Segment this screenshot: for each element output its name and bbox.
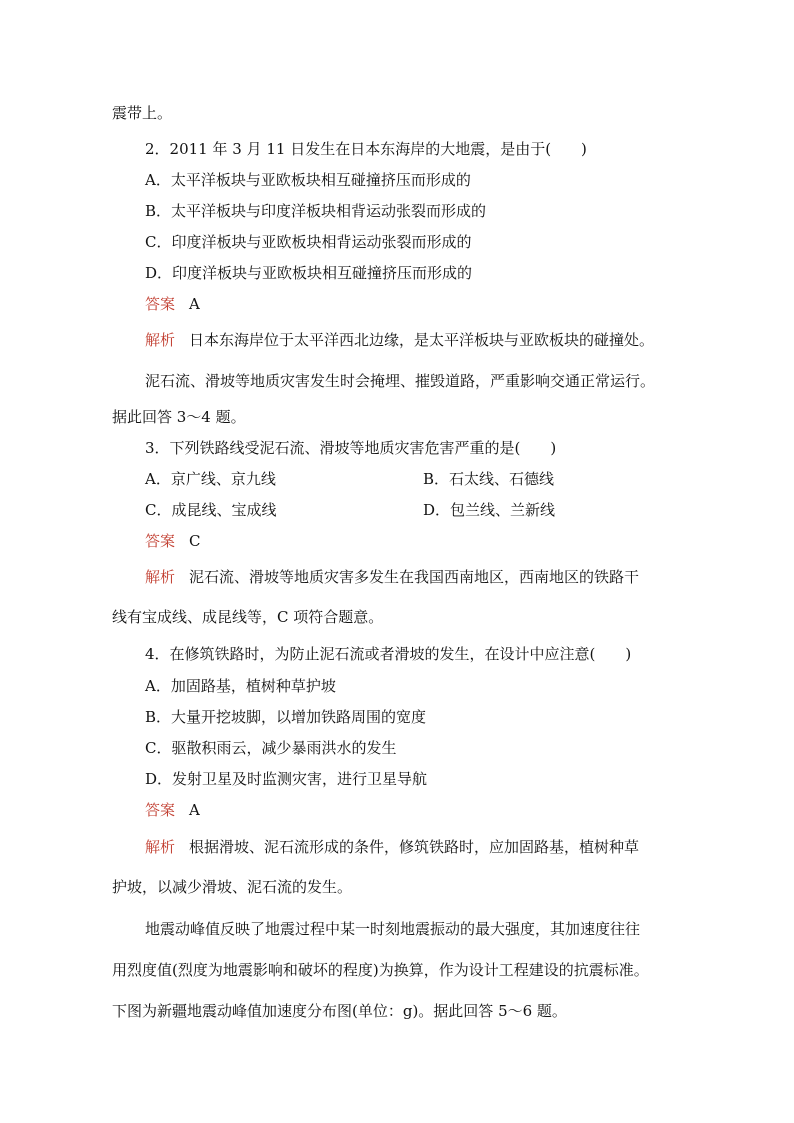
question-3-stem: 3．下列铁路线受泥石流、滑坡等地质灾害危害严重的是( ) — [145, 439, 557, 457]
question-2-option-c: C．印度洋板块与亚欧板块相背运动张裂而形成的 — [145, 233, 472, 251]
analysis-label: 解析 — [145, 838, 176, 856]
analysis-label: 解析 — [145, 568, 176, 586]
question-4-option-d: D．发射卫星及时监测灾害，进行卫星导航 — [145, 770, 428, 788]
question-3-option-d: D．包兰线、兰新线 — [423, 501, 556, 519]
question-4-option-a: A．加固路基，植树种草护坡 — [145, 677, 336, 695]
question-2-stem: 2．2011 年 3 月 11 日发生在日本东海岸的大地震，是由于( ) — [145, 140, 587, 158]
question-3-option-b: B．石太线、石德线 — [423, 470, 555, 488]
intro-5-6-line-1: 地震动峰值反映了地震过程中某一时刻地震振动的最大强度，其加速度往往 — [145, 920, 641, 938]
question-4-answer — [145, 800, 200, 820]
question-3-option-a: A．京广线、京九线 — [145, 470, 276, 488]
answer-value: A — [189, 295, 200, 313]
answer-label: 答案 — [145, 295, 176, 313]
analysis-text: 泥石流、滑坡等地质灾害多发生在我国西南地区，西南地区的铁路干 — [189, 568, 640, 586]
answer-label: 答案 — [145, 801, 176, 819]
intro-3-4-line-2: 据此回答 3～4 题。 — [112, 408, 246, 426]
question-4-option-c: C．驱散积雨云，减少暴雨洪水的发生 — [145, 739, 397, 757]
analysis-text: 日本东海岸位于太平洋西北边缘，是太平洋板块与亚欧板块的碰撞处。 — [189, 331, 655, 349]
question-3-analysis — [145, 567, 639, 587]
question-4-analysis-cont: 护坡，以减少滑坡、泥石流的发生。 — [112, 878, 353, 896]
analysis-text: 根据滑坡、泥石流形成的条件，修筑铁路时，应加固路基，植树种草 — [189, 838, 640, 856]
question-3-answer — [145, 531, 201, 551]
question-3-option-c: C．成昆线、宝成线 — [145, 501, 277, 519]
question-3-analysis-cont: 线有宝成线、成昆线等，C 项符合题意。 — [112, 608, 384, 626]
intro-3-4-line-1: 泥石流、滑坡等地质灾害发生时会掩埋、摧毁道路，严重影响交通正常运行。 — [145, 372, 656, 390]
answer-label: 答案 — [145, 532, 176, 550]
question-2-answer — [145, 294, 200, 314]
intro-5-6-line-3: 下图为新疆地震动峰值加速度分布图(单位：g)。据此回答 5～6 题。 — [112, 1002, 567, 1020]
question-2-option-b: B．太平洋板块与印度洋板块相背运动张裂而形成的 — [145, 202, 487, 220]
answer-value: C — [189, 532, 201, 550]
intro-5-6-line-2: 用烈度值(烈度为地震影响和破坏的程度)为换算，作为设计工程建设的抗震标准。 — [112, 961, 649, 979]
analysis-label: 解析 — [145, 331, 176, 349]
question-2-analysis — [145, 330, 654, 350]
question-4-option-b: B．大量开挖坡脚，以增加铁路周围的宽度 — [145, 708, 427, 726]
question-2-option-d: D．印度洋板块与亚欧板块相互碰撞挤压而形成的 — [145, 264, 473, 282]
question-4-stem: 4．在修筑铁路时，为防止泥石流或者滑坡的发生，在设计中应注意( ) — [145, 645, 632, 663]
question-4-analysis — [145, 837, 639, 857]
answer-value: A — [189, 801, 200, 819]
paragraph-fragment: 震带上。 — [112, 104, 173, 122]
question-2-option-a: A．太平洋板块与亚欧板块相互碰撞挤压而形成的 — [145, 171, 471, 189]
